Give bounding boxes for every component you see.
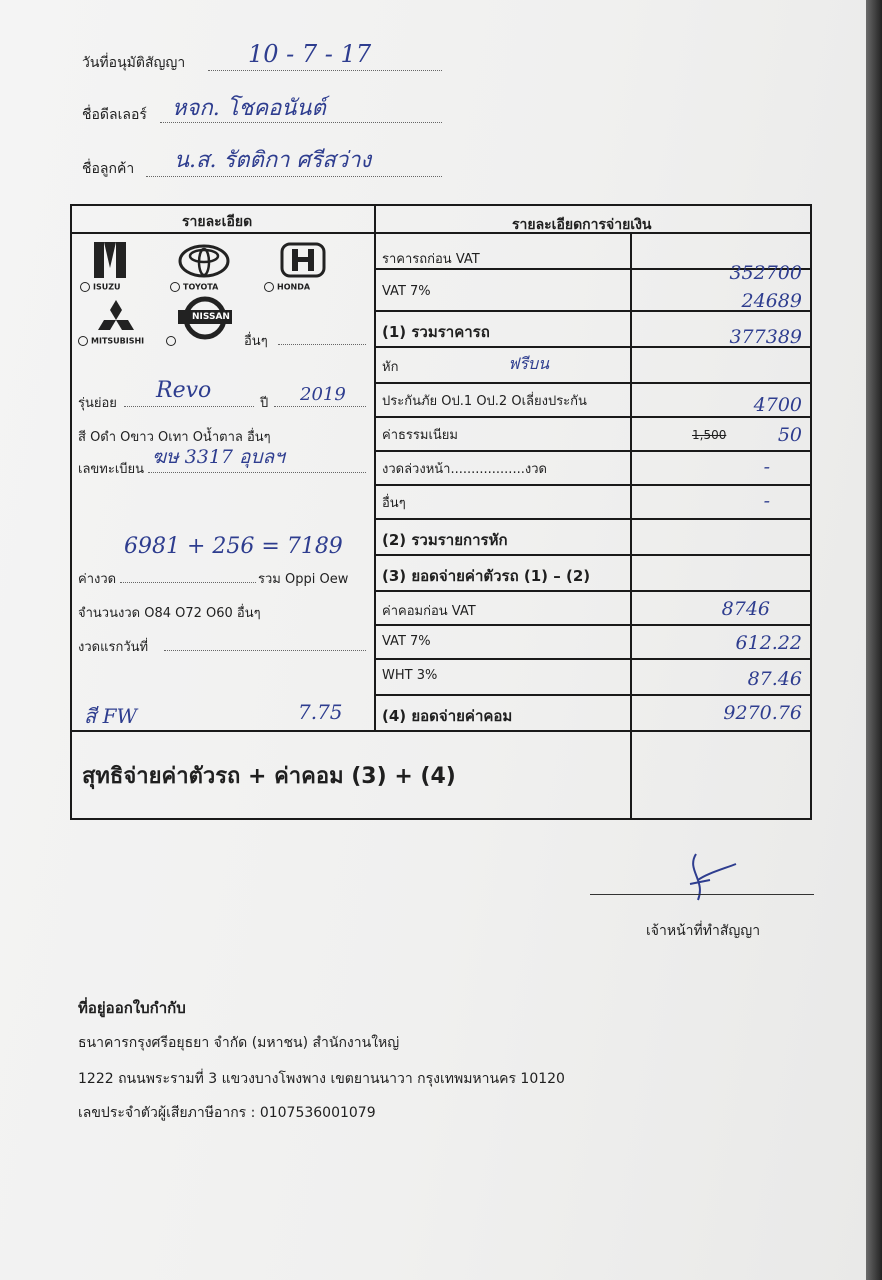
approval-date-line xyxy=(208,70,442,71)
model-label: รุ่นย่อย xyxy=(78,396,117,411)
note-right: 7.75 xyxy=(298,700,343,724)
row-value: 50 xyxy=(777,424,802,446)
row-label: หัก xyxy=(382,360,399,375)
row-value: 4700 xyxy=(753,394,802,416)
row-label: อื่นๆ xyxy=(382,496,406,511)
dealer-value: หจก. โชคอนันต์ xyxy=(172,96,326,121)
term-label: จำนวนงวด O84 O72 O60 อื่นๆ xyxy=(78,606,261,621)
row-value: 612.22 xyxy=(735,632,802,654)
row-line xyxy=(374,416,810,418)
color-label: สี Oดำ Oขาว Oเทา Oน้ำตาล อื่นๆ xyxy=(78,430,271,445)
approval-date-value: 10 - 7 - 17 xyxy=(248,40,372,68)
row-value: 9270.76 xyxy=(723,702,802,724)
note-left: สี FW xyxy=(84,704,137,728)
first-due-line xyxy=(164,650,366,651)
signature-line xyxy=(590,894,814,895)
payment-heading: รายละเอียดการจ่ายเงิน xyxy=(512,217,652,233)
installment-label: ค่างวด xyxy=(78,572,117,587)
row-label: (3) ยอดจ่ายค่าตัวรถ (1) – (2) xyxy=(382,567,591,585)
row-value: 352700 xyxy=(729,262,802,284)
brand-nissan-radio[interactable] xyxy=(166,336,176,346)
row-value: 8746 xyxy=(721,598,770,620)
footer-title: ที่อยู่ออกใบกำกับ xyxy=(78,999,186,1017)
paper-edge-shadow xyxy=(866,0,882,1280)
footer-line-3: เลขประจำตัวผู้เสียภาษีอากร : 0107536001079 xyxy=(78,1105,376,1121)
installment-suffix: รวม Oppi Oew xyxy=(258,572,349,587)
signature-caption: เจ้าหน้าที่ทำสัญญา xyxy=(646,923,761,939)
footer-line-2: 1222 ถนนพระรามที่ 3 แขวงบางโพงพาง เขตยานนาวา กรุงเทพมหานคร 10120 xyxy=(78,1071,565,1087)
row-value: 377389 xyxy=(729,326,802,348)
brand-nissan-label: NISSAN xyxy=(192,312,230,322)
dealer-label: ชื่อดีลเลอร์ xyxy=(82,107,147,123)
installment-line xyxy=(120,582,256,583)
row-line xyxy=(374,382,810,384)
details-heading: รายละเอียด xyxy=(182,214,253,230)
plate-line xyxy=(148,472,366,473)
brand-honda[interactable]: HONDA xyxy=(264,282,310,292)
approval-date-label: วันที่อนุมัติสัญญา xyxy=(82,55,186,71)
row-label: ประกันภัย Oป.1 Oป.2 Oเลี่ยงประกัน xyxy=(382,394,587,409)
toyota-logo-icon xyxy=(178,244,230,282)
row-line xyxy=(374,658,810,660)
row-line xyxy=(374,590,810,592)
row-line xyxy=(374,450,810,452)
row-label: (4) ยอดจ่ายค่าคอม xyxy=(382,707,513,725)
isuzu-logo-icon xyxy=(94,242,126,278)
row-value: - xyxy=(763,490,770,512)
fee-struck: 1,500 xyxy=(692,428,727,442)
row-label: (1) รวมราคารถ xyxy=(382,323,490,341)
payment-form-table xyxy=(70,204,812,820)
deduct-note: ฟรีบน xyxy=(508,354,550,373)
row-label: VAT 7% xyxy=(382,284,431,299)
customer-value: น.ส. รัตติกา ศรีสว่าง xyxy=(174,148,372,173)
row-line xyxy=(374,554,810,556)
plate-label: เลขทะเบียน xyxy=(78,462,145,477)
row-value: 24689 xyxy=(741,290,802,312)
plate-value: ฆษ 3317 อุบลฯ xyxy=(152,446,285,468)
row-label: VAT 7% xyxy=(382,634,431,649)
first-due-label: งวดแรกวันที่ xyxy=(78,640,149,655)
mitsubishi-logo-icon xyxy=(96,300,136,338)
amount-divider xyxy=(630,234,632,820)
row-label: งวดล่วงหน้า..................งวด xyxy=(382,462,547,477)
row-label: ค่าคอมก่อน VAT xyxy=(382,604,476,619)
column-divider xyxy=(374,206,376,732)
year-line xyxy=(274,406,366,407)
other-brand-label: อื่นๆ xyxy=(244,334,268,349)
row-label: (2) รวมรายการหัก xyxy=(382,531,508,549)
brand-toyota[interactable]: TOYOTA xyxy=(170,282,218,292)
model-value: Revo xyxy=(156,378,212,403)
row-label: ราคารถก่อน VAT xyxy=(382,252,480,267)
total-line xyxy=(72,730,810,732)
other-brand-line xyxy=(278,344,366,345)
row-label: WHT 3% xyxy=(382,668,438,683)
brand-isuzu[interactable]: ISUZU xyxy=(80,282,121,292)
row-line xyxy=(374,624,810,626)
row-label: ค่าธรรมเนียม xyxy=(382,428,458,443)
signature-mark xyxy=(676,850,746,914)
footer-line-1: ธนาคารกรุงศรีอยุธยา จำกัด (มหาชน) สำนักงานใหญ่ xyxy=(78,1035,400,1051)
customer-label: ชื่อลูกค้า xyxy=(82,161,135,177)
row-value: - xyxy=(763,456,770,478)
brand-mitsubishi[interactable]: MITSUBISHI xyxy=(78,336,144,346)
model-line xyxy=(124,406,254,407)
year-label: ปี xyxy=(260,396,269,411)
row-value: 87.46 xyxy=(747,668,802,690)
row-line xyxy=(374,484,810,486)
honda-logo-icon xyxy=(280,242,326,282)
row-line xyxy=(374,518,810,520)
net-total-label: สุทธิจ่ายค่าตัวรถ + ค่าคอม (3) + (4) xyxy=(82,764,456,789)
year-value: 2019 xyxy=(300,384,346,405)
installment-value: 6981 + 256 = 7189 xyxy=(124,534,343,559)
row-line xyxy=(374,694,810,696)
